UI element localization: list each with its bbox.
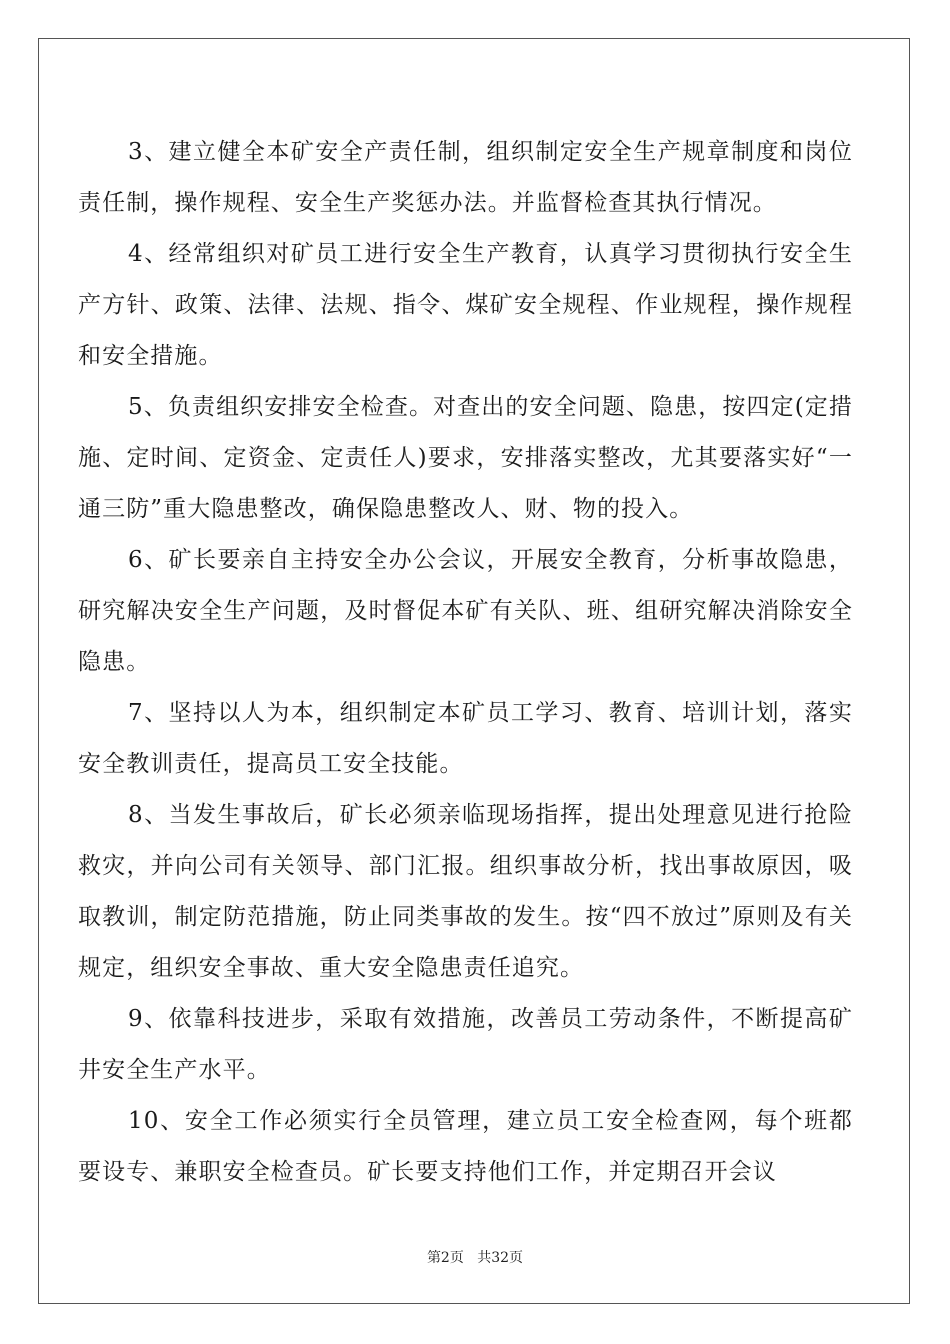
paragraph-4: 4、经常组织对矿员工进行安全生产教育，认真学习贯彻执行安全生产方针、政策、法律、法规、指令、煤矿安全规程、作业规程，操作规程和安全措施。 [78, 241, 853, 369]
document-body [78, 127, 853, 1198]
page-number: 第2页 [426, 1250, 464, 1266]
paragraph-7: 7、坚持以人为本，组织制定本矿员工学习、教育、培训计划，落实安全教训责任，提高员工安全技能。 [78, 700, 853, 777]
paragraph-9: 9、依靠科技进步，采取有效措施，改善员工劳动条件，不断提高矿井安全生产水平。 [78, 1006, 853, 1083]
paragraph-5: 5、负责组织安排安全检查。对查出的安全问题、隐患，按四定(定措施、定时间、定资金、定责任人)要求，安排落实整改，尤其要落实好“一通三防”重大隐患整改，确保隐患整改人、财、物的投入。 [78, 394, 853, 522]
paragraph-3: 3、建立健全本矿安全产责任制，组织制定安全生产规章制度和岗位责任制，操作规程、安全生产奖惩办法。并监督检查其执行情况。 [78, 139, 853, 216]
paragraph-10: 10、安全工作必须实行全员管理，建立员工安全检查网，每个班都要设专、兼职安全检查员。矿长要支持他们工作，并定期召开会议 [78, 1108, 853, 1185]
page-total: 共32页 [477, 1250, 524, 1266]
paragraph-6: 6、矿长要亲自主持安全办公会议，开展安全教育，分析事故隐患，研究解决安全生产问题，及时督促本矿有关队、班、组研究解决消除安全隐患。 [78, 547, 853, 675]
page-footer [0, 1247, 950, 1267]
paragraph-8: 8、当发生事故后，矿长必须亲临现场指挥，提出处理意见进行抢险救灾，并向公司有关领导、部门汇报。组织事故分析，找出事故原因，吸取教训，制定防范措施，防止同类事故的发生。按“四不放过”原则及有关规定，组织安全事故、重大安全隐患责任追究。 [78, 802, 853, 981]
